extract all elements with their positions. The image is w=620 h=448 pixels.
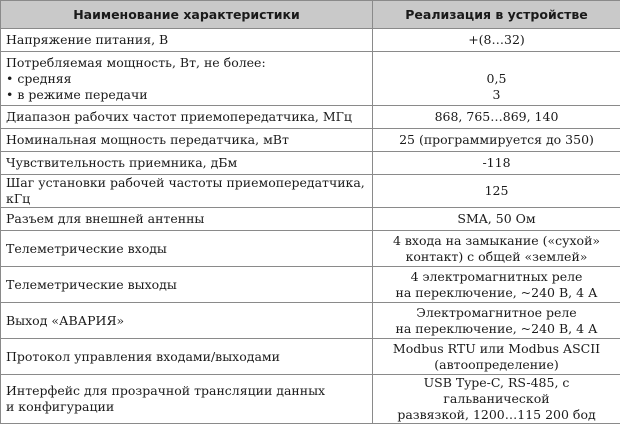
sub-item-label: • в режиме передачи: [6, 87, 367, 103]
table-row: [1, 29, 620, 52]
row-value: [373, 267, 620, 303]
row-value-line: 4 электромагнитных реле: [410, 268, 583, 284]
sub-item-label: • средняя: [6, 71, 367, 87]
row-value-line: развязкой, 1200…115 200 бод: [397, 407, 596, 422]
row-name: Диапазон рабочих частот приемопередатчика, МГц: [1, 106, 373, 129]
table-row: [1, 208, 620, 231]
row-value-line: USB Type-C, RS-485, с гальванической: [423, 375, 570, 406]
row-name: Напряжение питания, В: [1, 29, 373, 52]
row-name-text: Потребляемая мощность, Вт, не более:: [6, 54, 266, 70]
row-value-line: (автоопределение): [434, 356, 559, 372]
table-row: [1, 267, 620, 303]
row-value-line: Modbus RTU или Modbus ASCII: [392, 340, 601, 356]
table-header-row: [1, 1, 620, 29]
row-name-line: Интерфейс для прозрачной трансляции данных: [6, 383, 326, 398]
row-name: [1, 52, 373, 106]
row-value: [373, 375, 620, 424]
row-value-line: Электромагнитное реле: [416, 304, 577, 320]
row-name: Шаг установки рабочей частоты приемопередатчика, кГц: [1, 175, 373, 208]
table-row: [1, 175, 620, 208]
sub-item-value: 3: [492, 86, 501, 102]
table-row: [1, 106, 620, 129]
row-name-line: и конфигурации: [6, 399, 115, 414]
row-name: Телеметрические входы: [1, 231, 373, 267]
table-row: [1, 52, 620, 106]
row-value-line: 4 входа на замыкание («сухой»: [392, 232, 601, 248]
table-row: [1, 231, 620, 267]
row-value-line: на переключение, ~240 В, 4 А: [395, 320, 598, 336]
table-row: [1, 375, 620, 424]
row-value: -118: [373, 152, 620, 175]
row-value-line: на переключение, ~240 В, 4 А: [395, 284, 598, 300]
row-name: [1, 375, 373, 424]
row-name: Телеметрические выходы: [1, 267, 373, 303]
row-name: Разъем для внешней антенны: [1, 208, 373, 231]
table-row: [1, 152, 620, 175]
row-value: [373, 303, 620, 339]
row-name: Протокол управления входами/выходами: [1, 339, 373, 375]
table-row: [1, 129, 620, 152]
row-value: 25 (программируется до 350): [373, 129, 620, 152]
row-name: Чувствительность приемника, дБм: [1, 152, 373, 175]
row-value-line: контакт) с общей «землей»: [405, 248, 588, 264]
header-implementation: Реализация в устройстве: [373, 1, 620, 29]
header-characteristic-name: Наименование характеристики: [1, 1, 373, 29]
table-row: [1, 339, 620, 375]
row-value: [373, 339, 620, 375]
row-value: SMA, 50 Ом: [373, 208, 620, 231]
row-value: [373, 231, 620, 267]
row-value: 868, 765…869, 140: [373, 106, 620, 129]
row-value: 125: [373, 175, 620, 208]
sub-item-value: 0,5: [486, 70, 507, 86]
row-name: Номинальная мощность передатчика, мВт: [1, 129, 373, 152]
table-row: [1, 303, 620, 339]
row-value: [373, 52, 620, 106]
row-name: Выход «АВАРИЯ»: [1, 303, 373, 339]
row-value: +(8…32): [373, 29, 620, 52]
